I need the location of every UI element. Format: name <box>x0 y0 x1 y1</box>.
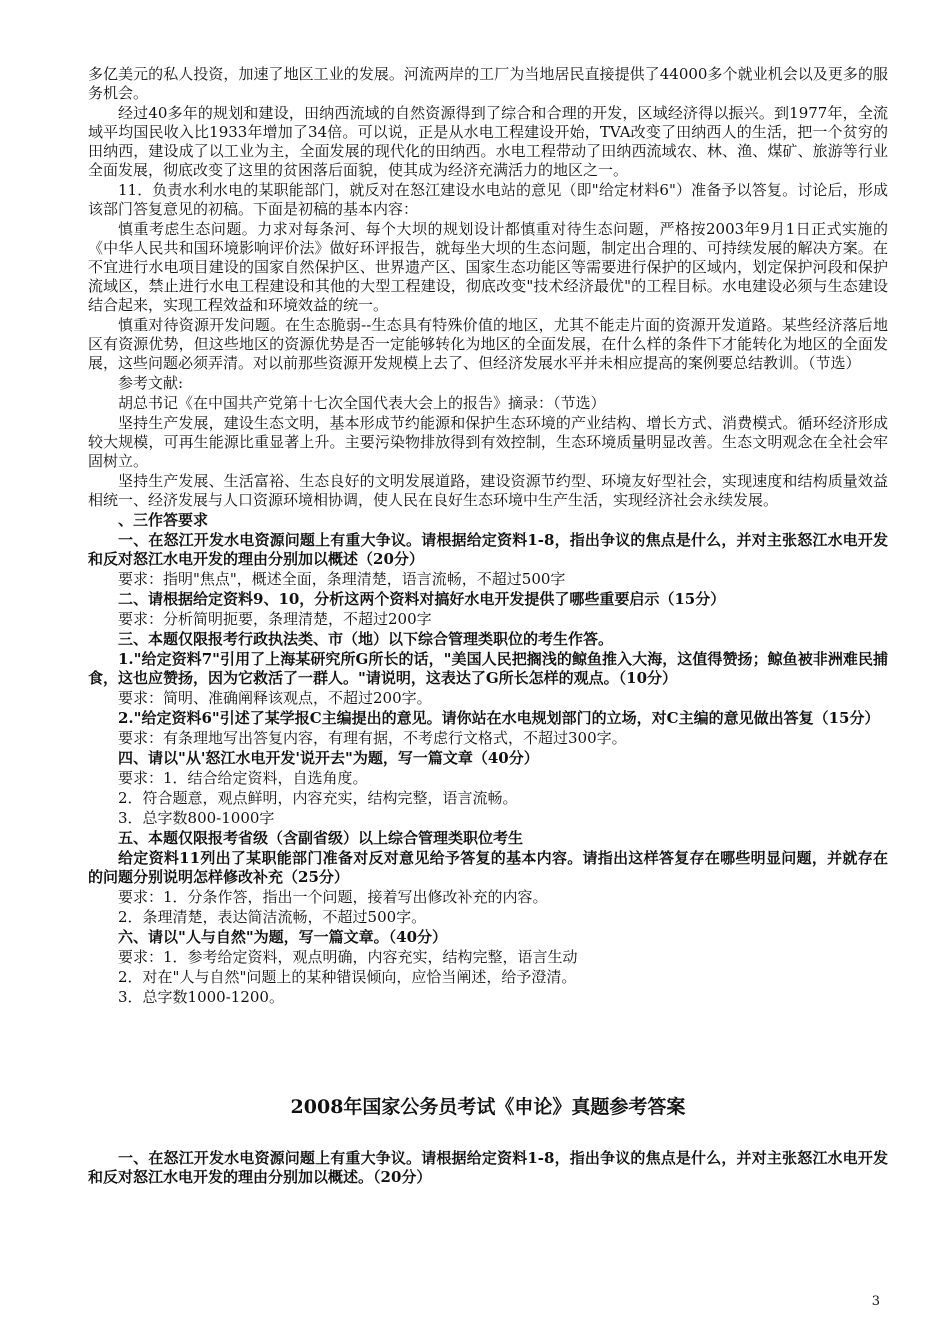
paragraph: 慎重考虑生态问题。力求对每条河、每个大坝的规划设计都慎重对待生态问题，严格按2003年9月1日正式实施的《中华人民共和国环境影响评价法》做好环评报告，就每坐大坝的生态问题，制定出合理的、可持续发展的解决方案。在不宜进行水电项目建设的国家自然保护区、世界遗产区、国家生态功能区等需要进行保护的区域内，划定保护河段和保护流域区，禁止进行水电工程建设和其他的大型工程建设，彻底改变"技术经济最优"的工程目标。水电建设必须与生态建设结合起来，实现工程效益和环境效益的统一。 <box>88 220 888 314</box>
paragraph: 六、请以"人与自然"为题，写一篇文章。（40分） <box>118 928 448 946</box>
paragraph: 要求：有条理地写出答复内容，有理有据，不考虑行文格式，不超过300字。 <box>118 729 627 747</box>
paragraph: 多亿美元的私人投资，加速了地区工业的发展。河流两岸的工厂为当地居民直接提供了44000多个就业机会以及更多的服务机会。 <box>88 65 888 102</box>
paragraph: 、三作答要求 <box>118 511 209 529</box>
paragraph: 要求：简明、准确阐释该观点，不超过200字。 <box>118 689 432 707</box>
paragraph: 2．对在"人与自然"问题上的某种错误倾向，应恰当阐述，给予澄清。 <box>118 968 577 986</box>
paragraph: 1."给定资料7"引用了上海某研究所G所长的话，"美国人民把搁浅的鲸鱼推入大海，这值得赞扬；鲸鱼被非洲难民捕食，这也应赞扬，因为它救活了一群人。"请说明，这表达了G所长怎样的观点。（10分） <box>88 650 888 687</box>
answer-question: 一、在怒江开发水电资源问题上有重大争议。请根据给定资料1-8，指出争议的焦点是什么，并对主张怒江水电开发和反对怒江水电开发的理由分别加以概述。（20分） <box>88 1149 888 1186</box>
paragraph: 要求：指明"焦点"，概述全面，条理清楚，语言流畅，不超过500字 <box>118 570 566 588</box>
section-gap <box>88 1007 888 1095</box>
paragraph: 一、在怒江开发水电资源问题上有重大争议。请根据给定资料1-8，指出争议的焦点是什么，并对主张怒江水电开发和反对怒江水电开发的理由分别加以概述（20分） <box>88 531 888 568</box>
paragraph: 给定资料11列出了某职能部门准备对反对意见给予答复的基本内容。请指出这样答复存在哪些明显问题，并就存在的问题分别说明怎样修改补充（25分） <box>88 849 888 886</box>
page-number: 3 <box>871 1294 880 1309</box>
paragraph: 要求：分析简明扼要，条理清楚，不超过200字 <box>118 610 432 628</box>
paragraph: 2."给定资料6"引述了某学报C主编提出的意见。请你站在水电规划部门的立场，对C主编的意见做出答复（15分） <box>118 709 880 727</box>
paragraph: 五、本题仅限报考省级（含副省级）以上综合管理类职位考生 <box>118 829 524 847</box>
paragraph: 要求：1．分条作答，指出一个问题，接着写出修改补充的内容。 <box>118 888 548 906</box>
paragraph: 慎重对待资源开发问题。在生态脆弱--生态具有特殊价值的地区，尤其不能走片面的资源开发道路。某些经济落后地区有资源优势，但这些地区的资源优势是否一定能够转化为地区的全面发展，在什么样的条件下才能转化为地区的全面发展，这些问题必须弄清。对以前那些资源开发规模上去了、但经济发展水平并未相应提高的案例要总结教训。（节选） <box>88 316 888 372</box>
paragraph: 坚持生产发展、生活富裕、生态良好的文明发展道路，建设资源节约型、环境友好型社会，实现速度和结构质量效益相统一、经济发展与人口资源环境相协调，使人民在良好生态环境中生产生活，实现经济社会永续发展。 <box>88 472 888 509</box>
paragraph: 三、本题仅限报考行政执法类、市（地）以下综合管理类职位的考生作答。 <box>118 630 614 648</box>
paragraph: 经过40多年的规划和建设，田纳西流域的自然资源得到了综合和合理的开发，区域经济得以振兴。到1977年，全流域平均国民收入比1933年增加了34倍。可以说，正是从水电工程建设开始，TVA改变了田纳西人的生活，把一个贫穷的田纳西，建设成了以工业为主，全面发展的现代化的田纳西。水电工程带动了田纳西流域农、林、渔、煤矿、旅游等行业全面发展，彻底改变了这里的贫困落后面貌，使其成为经济充满活力的地区之一。 <box>88 104 888 179</box>
paragraph: 二、请根据给定资料9、10，分析这两个资料对搞好水电开发提供了哪些重要启示（15分） <box>118 590 726 608</box>
paragraph: 坚持生产发展，建设生态文明，基本形成节约能源和保护生态环境的产业结构、增长方式、消费模式。循环经济形成较大规模，可再生能源比重显著上升。主要污染物排放得到有效控制，生态环境质量明显改善。生态文明观念在全社会牢固树立。 <box>88 414 888 470</box>
paragraph: 3．总字数1000-1200。 <box>118 988 284 1006</box>
paragraph: 3．总字数800-1000字 <box>118 809 275 827</box>
paragraph: 要求：1．结合给定资料，自选角度。 <box>118 769 368 787</box>
paragraph: 2．符合题意，观点鲜明，内容充实，结构完整，语言流畅。 <box>118 789 518 807</box>
paragraph: 11．负责水利水电的某职能部门，就反对在怒江建设水电站的意见（即"给定材料6"）准备予以答复。讨论后，形成该部门答复意见的初稿。下面是初稿的基本内容： <box>88 181 888 218</box>
paragraph: 2．条理清楚，表达简洁流畅，不超过500字。 <box>118 908 427 926</box>
paragraph: 参考文献: <box>118 374 184 392</box>
paragraph: 四、请以"从'怒江水电开发'说开去"为题，写一篇文章（40分） <box>118 749 539 767</box>
paragraph: 胡总书记《在中国共产党第十七次全国代表大会上的报告》摘录：（节选） <box>118 394 606 412</box>
answer-title: 2008年国家公务员考试《申论》真题参考答案 <box>290 1096 686 1118</box>
paragraph: 要求：1．参考给定资料，观点明确，内容充实，结构完整，语言生动 <box>118 948 578 966</box>
document-page <box>88 64 888 1187</box>
document-body <box>88 65 888 1007</box>
